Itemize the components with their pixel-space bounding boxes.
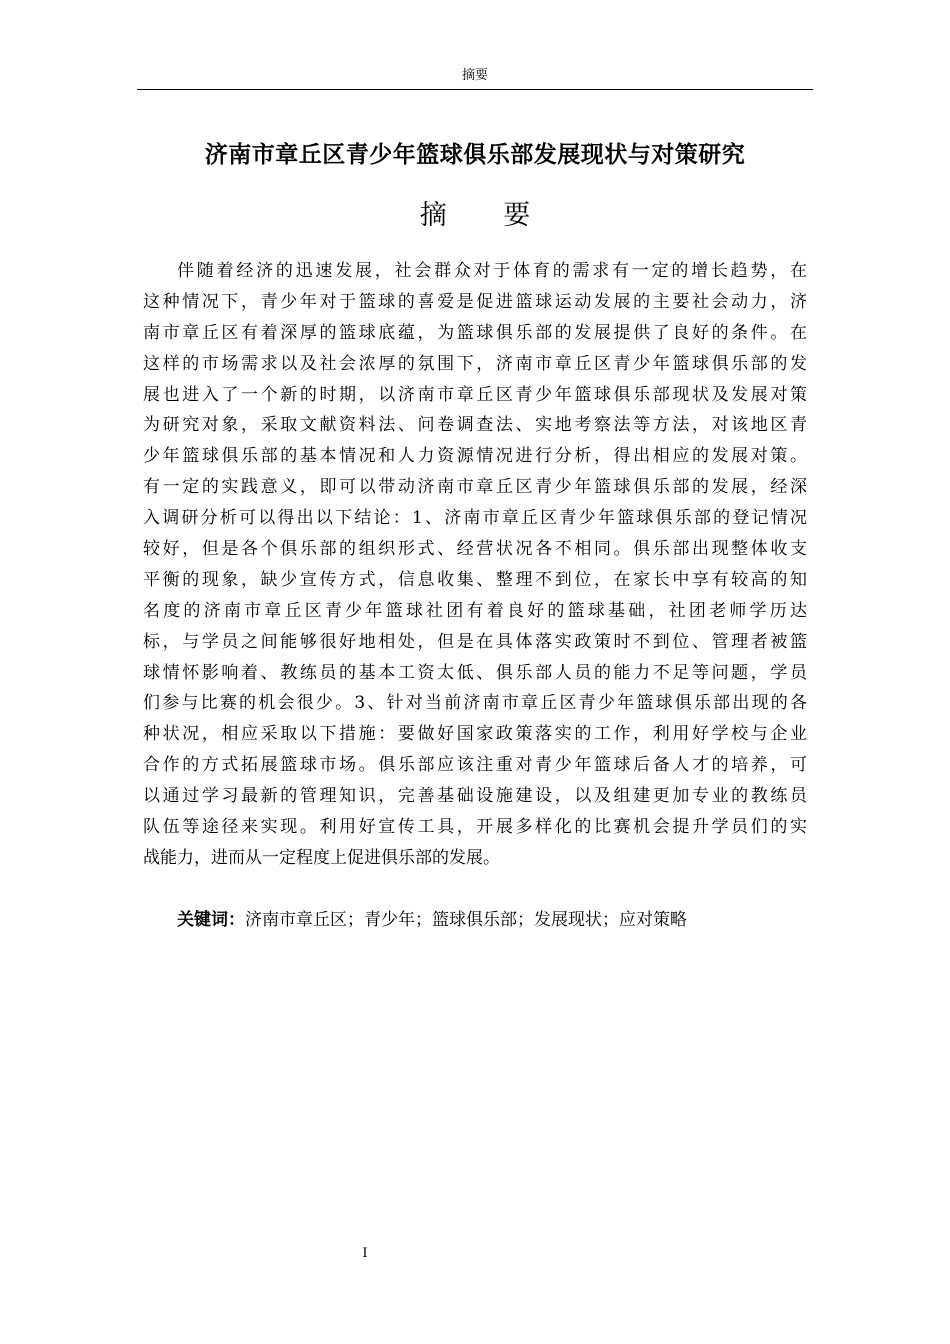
abstract-line: 平衡的现象，缺少宣传方式，信息收集、整理不到位，在家长中享有较高的知 <box>143 569 807 590</box>
abstract-line: 为研究对象，采取文献资料法、问卷调查法、实地考察法等方法，对该地区青 <box>143 415 807 436</box>
keywords <box>177 906 687 934</box>
document-title: 济南市章丘区青少年篮球俱乐部发展现状与对策研究 <box>204 142 746 168</box>
abstract-line: 队伍等途径来实现。利用好宣传工具，开展多样化的比赛机会提升学员们的实 <box>143 817 807 838</box>
abstract-line: 们参与比赛的机会很少。3、针对当前济南市章丘区青少年篮球俱乐部出现的各 <box>143 693 807 714</box>
abstract-body <box>143 256 807 874</box>
running-header: 摘要 <box>461 68 488 83</box>
abstract-line: 球情怀影响着、教练员的基本工资太低、俱乐部人员的能力不足等问题，学员 <box>143 662 807 683</box>
abstract-line: 以通过学习最新的管理知识，完善基础设施建设，以及组建更加专业的教练员 <box>143 786 807 807</box>
abstract-line: 名度的济南市章丘区青少年篮球社团有着良好的篮球基础，社团老师学历达 <box>143 600 807 621</box>
abstract-line: 这种情况下，青少年对于篮球的喜爱是促进篮球运动发展的主要社会动力，济 <box>143 291 807 312</box>
abstract-line: 种状况，相应采取以下措施：要做好国家政策落实的工作，利用好学校与企业 <box>143 724 807 745</box>
abstract-line: 合作的方式拓展篮球市场。俱乐部应该注重对青少年篮球后备人才的培养，可 <box>143 755 807 776</box>
abstract-line: 较好，但是各个俱乐部的组织形式、经营状况各不相同。俱乐部出现整体收支 <box>143 539 807 560</box>
abstract-line: 少年篮球俱乐部的基本情况和人力资源情况进行分析，得出相应的发展对策。 <box>143 446 807 467</box>
page-number: I <box>362 1246 368 1261</box>
abstract-line: 标，与学员之间能够很好地相处，但是在具体落实政策时不到位、管理者被篮 <box>143 631 807 652</box>
abstract-line: 展也进入了一个新的时期，以济南市章丘区青少年篮球俱乐部现状及发展对策 <box>143 384 807 405</box>
abstract-line: 战能力，进而从一定程度上促进俱乐部的发展。 <box>143 847 500 868</box>
abstract-line: 伴随着经济的迅速发展，社会群众对于体育的需求有一定的增长趋势，在 <box>177 261 807 281</box>
abstract-line: 南市章丘区有着深厚的篮球底蕴，为篮球俱乐部的发展提供了良好的条件。在 <box>143 322 807 343</box>
header-rule <box>137 89 813 90</box>
abstract-heading: 摘 要 <box>419 200 555 231</box>
keywords-label: 关键词： <box>177 910 245 930</box>
abstract-line: 这样的市场需求以及社会浓厚的氛围下，济南市章丘区青少年篮球俱乐部的发 <box>143 353 807 374</box>
abstract-line: 有一定的实践意义，即可以带动济南市章丘区青少年篮球俱乐部的发展，经深 <box>143 477 807 498</box>
abstract-line: 入调研分析可以得出以下结论：1、济南市章丘区青少年篮球俱乐部的登记情况 <box>143 508 807 529</box>
keywords-values: 济南市章丘区；青少年；篮球俱乐部；发展现状；应对策略 <box>245 910 687 930</box>
